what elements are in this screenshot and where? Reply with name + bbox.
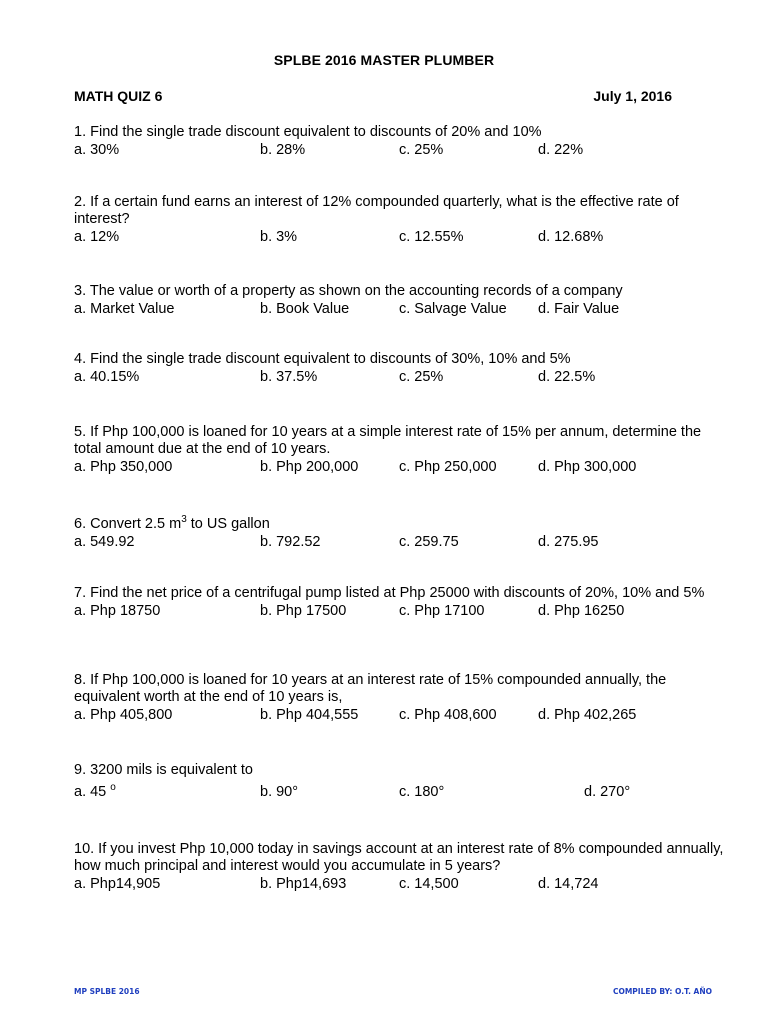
option-c: c. 12.55% [399,229,464,245]
option-c: c. 25% [399,142,444,158]
question-1 [74,124,724,160]
option-a-text: a. 45 [74,784,107,800]
stem-text: 6. Convert 2.5 m [74,516,182,532]
option-a: a. Php 405,800 [74,707,173,723]
answer-options [74,707,724,725]
option-b: b. Php14,693 [260,876,347,892]
option-d: d. 22.5% [538,369,596,385]
quiz-date: July 1, 2016 [593,88,672,104]
option-c: c. Php 250,000 [399,459,497,475]
option-c: c. Php 17100 [399,603,485,619]
question-10 [74,841,724,894]
option-b: b. Php 200,000 [260,459,359,475]
quiz-subheader [74,88,672,104]
question-stem [74,516,724,533]
answer-options [74,142,724,160]
option-a: a. Php 350,000 [74,459,173,475]
question-7 [74,585,724,621]
degree-mark: o [110,782,116,794]
option-a: a. 30% [74,142,120,158]
option-a: a. Php 18750 [74,603,161,619]
option-d: d. Php 402,265 [538,707,637,723]
answer-options [74,369,724,387]
footer-left: MP SPLBE 2016 [74,987,140,996]
answer-options [74,229,724,247]
answer-options [74,876,724,894]
question-stem: 3. The value or worth of a property as shown on the accounting records of a company [74,283,623,299]
option-a: a. 549.92 [74,534,135,550]
quiz-name: MATH QUIZ 6 [74,88,163,104]
answer-options [74,301,724,319]
answer-options [74,459,724,477]
superscript: 3 [181,514,187,526]
page-title: SPLBE 2016 MASTER PLUMBER [273,52,495,68]
option-b: b. Php 404,555 [260,707,359,723]
option-a [74,784,116,801]
option-d: d. 12.68% [538,229,604,245]
option-b: b. Book Value [260,301,350,317]
option-d: d. 270° [584,784,631,800]
question-2 [74,194,724,247]
option-a: a. Php14,905 [74,876,161,892]
question-stem: 5. If Php 100,000 is loaned for 10 years at a simple interest rate of 15% per annum, determine the total amount due at the end of 10 years. [74,424,702,457]
option-d: d. Php 16250 [538,603,625,619]
question-stem: 8. If Php 100,000 is loaned for 10 years at an interest rate of 15% compounded annually, the equivalent worth at the end of 10 years is, [74,672,667,705]
option-b: b. 28% [260,142,306,158]
question-stem: 7. Find the net price of a centrifugal pump listed at Php 25000 with discounts of 20%, 10% and 5% [74,585,705,601]
option-b: b. 3% [260,229,298,245]
question-stem: 2. If a certain fund earns an interest of 12% compounded quarterly, what is the effective rate of interest? [74,194,679,227]
option-c: c. 25% [399,369,444,385]
question-8 [74,672,724,725]
option-b: b. 37.5% [260,369,318,385]
question-stem: 4. Find the single trade discount equivalent to discounts of 30%, 10% and 5% [74,351,571,367]
option-c: c. Salvage Value [399,301,507,317]
option-d: d. 22% [538,142,584,158]
question-6 [74,516,724,552]
option-a: a. 40.15% [74,369,140,385]
question-3 [74,283,724,319]
option-a: a. Market Value [74,301,175,317]
question-stem: 9. 3200 mils is equivalent to [74,762,253,778]
question-5 [74,424,724,477]
option-d: d. Fair Value [538,301,620,317]
stem-text-end: to US gallon [186,516,270,532]
option-d: d. 275.95 [538,534,599,550]
option-c: c. Php 408,600 [399,707,497,723]
option-d: d. 14,724 [538,876,599,892]
answer-options [74,534,724,552]
option-c: c. 14,500 [399,876,459,892]
question-stem: 1. Find the single trade discount equivalent to discounts of 20% and 10% [74,124,542,140]
option-c: c. 259.75 [399,534,459,550]
question-4 [74,351,724,387]
answer-options [74,603,724,621]
option-a: a. 12% [74,229,120,245]
question-stem: 10. If you invest Php 10,000 today in savings account at an interest rate of 8% compounded annually, how much principal and interest would you accumulate in 5 years? [74,841,724,874]
option-b: b. 90° [260,784,299,800]
footer-right: COMPILED BY: O.T. AÑO [612,987,712,996]
answer-options [74,784,724,802]
question-9 [74,762,724,802]
option-b: b. Php 17500 [260,603,347,619]
option-d: d. Php 300,000 [538,459,637,475]
option-c: c. 180° [399,784,445,800]
option-b: b. 792.52 [260,534,321,550]
